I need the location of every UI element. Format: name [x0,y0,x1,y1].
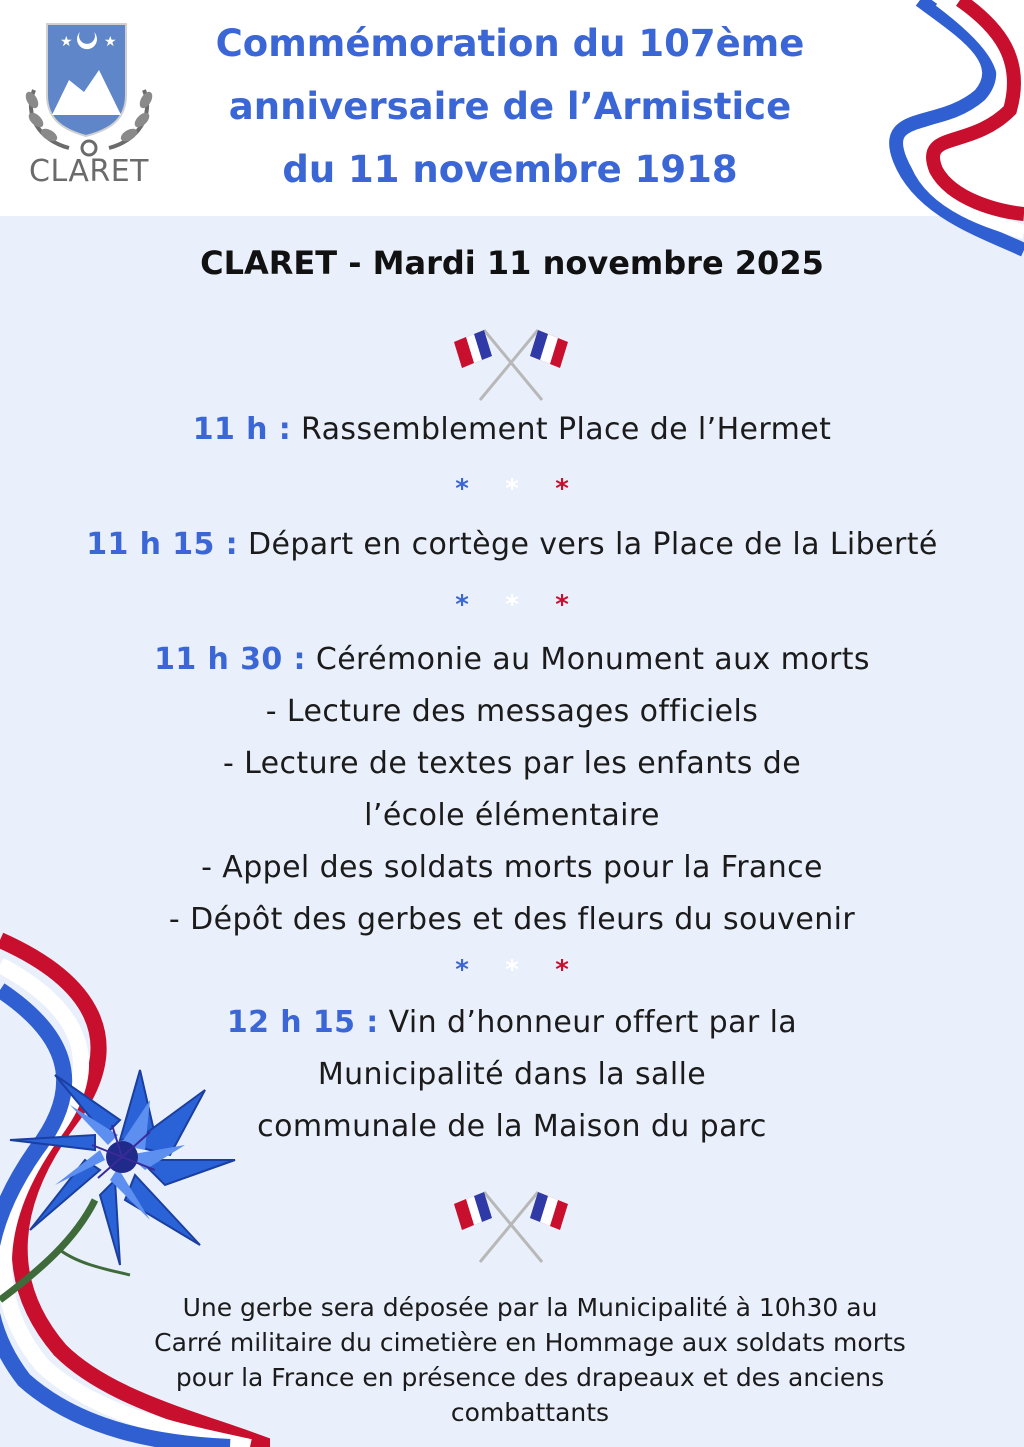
program-text: Départ en cortège vers la Place de la Liberté [238,527,938,562]
note-line: Carré militaire du cimetière en Hommage aux soldats morts [154,1328,906,1357]
program-detail: - Dépôt des gerbes et des fleurs du souvenir [168,902,856,937]
program-item-1 [0,412,1024,447]
title-line: anniversaire de l’Armistice [228,85,792,128]
page-title [160,12,860,201]
event-date-heading: CLARET - Mardi 11 novembre 2025 [200,244,824,282]
time-label: 11 h : [192,412,292,447]
separator-star: * [455,590,469,620]
claret-logo [14,20,164,195]
tricolor-ribbon-icon [860,0,1024,270]
svg-text:★: ★ [104,34,117,50]
note-line: Une gerbe sera déposée par la Municipalité à 10h30 au [182,1293,878,1322]
wreath-note [100,1290,960,1430]
star-separator [0,590,1024,620]
time-label: 11 h 15 : [86,527,239,562]
cornflower-icon [0,1050,250,1310]
program-detail: Municipalité dans la salle [317,1057,707,1092]
program-detail: l’école élémentaire [364,798,660,833]
logo-text: CLARET [29,154,149,189]
note-line: combattants [450,1398,610,1427]
crossed-french-flags-icon [446,322,576,402]
separator-star: * [555,955,569,985]
program-item-2 [0,527,1024,562]
program-detail: - Lecture de textes par les enfants de [222,746,802,781]
program-detail: - Lecture des messages officiels [265,694,759,729]
program-text: Cérémonie au Monument aux morts [305,642,870,677]
program-detail: - Appel des soldats morts pour la France [201,850,823,885]
program-detail: communale de la Maison du parc [257,1109,767,1144]
time-label: 11 h 30 : [154,642,306,677]
title-line: du 11 novembre 1918 [282,148,738,191]
program-item-3 [0,642,1024,677]
separator-star: * [555,590,569,620]
separator-star: * [505,590,519,620]
separator-star: * [455,474,469,504]
note-line: pour la France en présence des drapeaux et des anciens [175,1363,885,1392]
program-text: Vin d’honneur offert par la [378,1005,798,1040]
title-line: Commémoration du 107ème [215,22,805,65]
separator-star: * [455,955,469,985]
star-separator [0,474,1024,504]
separator-star: * [505,474,519,504]
program-text: Rassemblement Place de l’Hermet [291,412,832,447]
crossed-french-flags-icon [446,1184,576,1264]
time-label: 12 h 15 : [226,1005,379,1040]
separator-star: * [505,955,519,985]
svg-text:★: ★ [60,34,73,50]
claret-coat-of-arms-icon [14,20,164,160]
separator-star: * [555,474,569,504]
